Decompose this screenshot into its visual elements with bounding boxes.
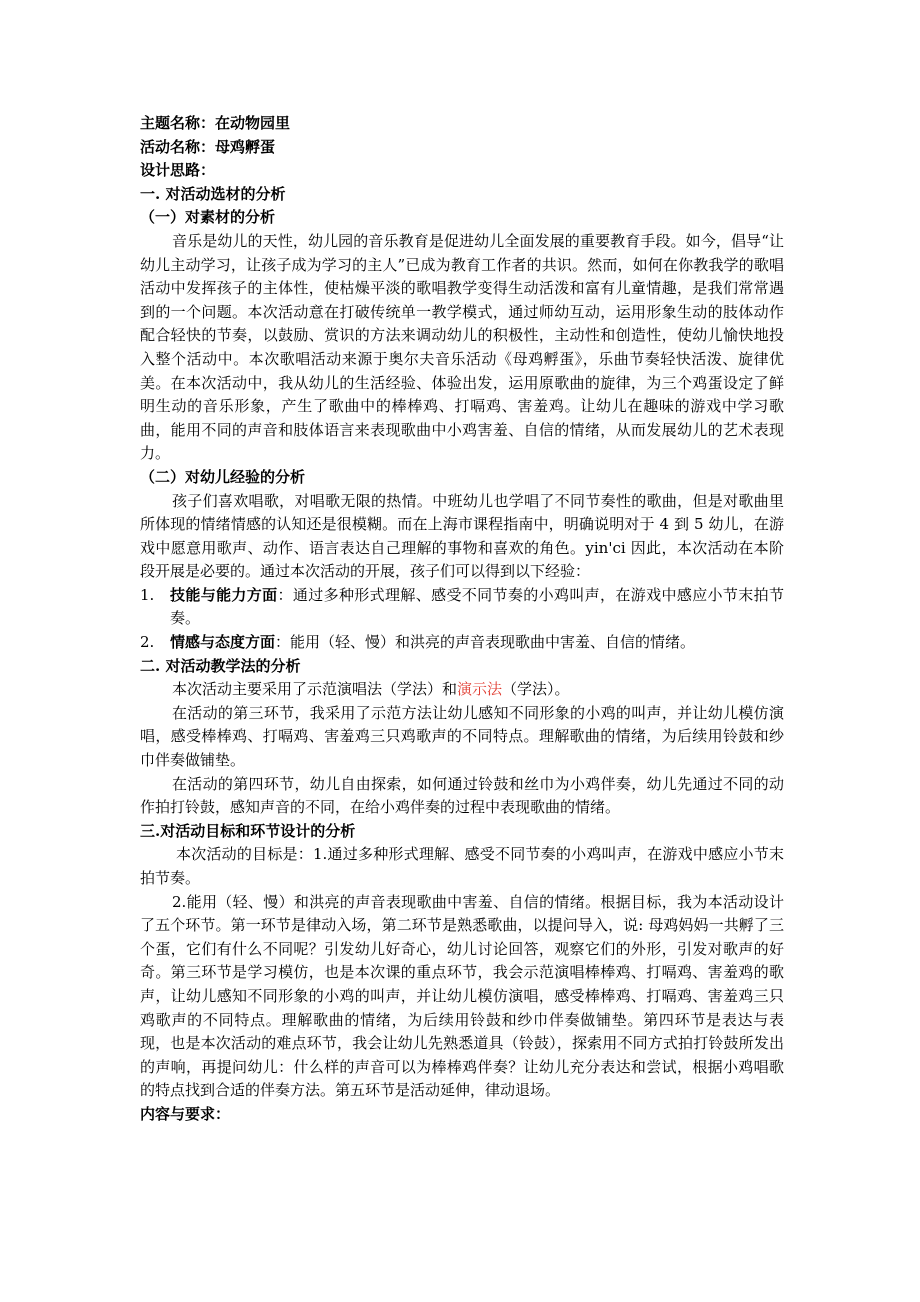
- section3-paragraph-1: 本次活动的目标是：1.通过多种形式理解、感受不同节奏的小鸡叫声，在游戏中感应小节末拍节奏。: [140, 845, 784, 887]
- list-label: 技能与能力方面: [170, 585, 278, 604]
- list-text: ：能用（轻、慢）和洪亮的声音表现歌曲中害羞、自信的情绪。: [275, 633, 696, 652]
- section3-title: 三.对活动目标和环节设计的分析: [140, 821, 356, 840]
- section2-title: 二. 对活动教学法的分析: [140, 656, 301, 675]
- section2-paragraph-2: 在活动的第三环节，我采用了示范方法让幼儿感知不同形象的小鸡的叫声，并让幼儿模仿演唱，感受棒棒鸡、打嗝鸡、害羞鸡三只鸡歌声的不同特点。理解歌曲的情绪，为后续用铃鼓和纱巾伴奏做铺垫。: [140, 703, 784, 770]
- section1-sub2-title: （二）对幼儿经验的分析: [140, 467, 306, 486]
- section3-paragraph-2: 2.能用（轻、慢）和洪亮的声音表现歌曲中害羞、自信的情绪。根据目标，我为本活动设计了五个环节。第一环节是律动入场，第二环节是熟悉歌曲，以提问导入，说: 母鸡妈妈一共孵了三个蛋，它们有什么不同呢？引发幼儿好奇心，幼儿讨论回答，观察它们的外形，引发对歌声的好奇。第三环节是学习模仿，也是本次课的重点环节，我会示范演唱棒棒鸡、打嗝鸡、害羞鸡的歌声，让幼儿感知不同形象的小鸡的叫声，并让幼儿模仿演唱，感受棒棒鸡、打嗝鸡、害羞鸡三只鸡歌声的不同特点。理解歌曲的情绪，为后续用铃鼓和纱巾伴奏做铺垫。第四环节是表达与表现，也是本次活动的难点环节，我会让幼儿先熟悉道具（铃鼓），探索用不同方式拍打铃鼓所发出的声响，再提问幼儿：什么样的声音可以为棒棒鸡伴奏？让幼儿充分表达和尝试，根据小鸡唱歌的特点找到合适的伴奏方法。第五环节是活动延伸，律动退场。: [140, 892, 784, 1100]
- list-number: 2.: [140, 633, 155, 652]
- list-number: 1.: [140, 585, 155, 604]
- document-body: [140, 112, 784, 1127]
- list-label: 情感与态度方面: [170, 633, 276, 652]
- section2-paragraph-1: [140, 678, 784, 702]
- method-text-end: （学法）。: [502, 680, 570, 699]
- design-heading: 设计思路：: [140, 161, 216, 180]
- theme-name: 主题名称：在动物园里: [140, 114, 291, 132]
- section1-title: 一. 对活动选材的分析: [140, 184, 286, 203]
- method-text: 本次活动主要采用了示范演唱法（学法）和: [172, 680, 458, 699]
- list-text: ：通过多种形式理解、感受不同节奏的小鸡叫声，在游戏中感应小节末拍节奏。: [170, 585, 784, 628]
- section1-sub2-text: 孩子们喜欢唱歌，对唱歌无限的热情。中班幼儿也学唱了不同节奏性的歌曲，但是对歌曲里所体现的情绪情感的认知还是很模糊。而在上海市课程指南中，明确说明对于 4 到 5 幼儿，在游戏中愿意用歌声、动作、语言表达自己理解的事物和喜欢的角色。yin'ci 因此，本次活动在本阶段开展是必要的。通过本次活动的开展，孩子们可以得到以下经验：: [140, 491, 784, 581]
- section2-paragraph-3: 在活动的第四环节，幼儿自由探索，如何通过铃鼓和丝巾为小鸡伴奏，幼儿先通过不同的动作拍打铃鼓，感知声音的不同，在给小鸡伴奏的过程中表现歌曲的情绪。: [140, 774, 784, 817]
- demonstration-method-highlight: 演示法: [457, 680, 503, 699]
- content-requirements-heading: 内容与要求：: [140, 1104, 231, 1123]
- list-item: [140, 631, 784, 655]
- activity-name: 活动名称：母鸡孵蛋: [140, 137, 276, 156]
- section1-sub1-title: （一）对素材的分析: [140, 208, 276, 227]
- list-item: [140, 584, 784, 631]
- section1-sub1-text: 音乐是幼儿的天性，幼儿园的音乐教育是促进幼儿全面发展的重要教育手段。如今，倡导“让幼儿主动学习，让孩子成为学习的主人”已成为教育工作者的共识。然而，如何在你教我学的歌唱活动中发挥孩子的主体性，使枯燥平淡的歌唱教学变得生动活泼和富有儿童情趣，是我们常常遇到的一个问题。本次活动意在打破传统单一教学模式，通过师幼互动，运用形象生动的肢体动作配合轻快的节奏，以鼓励、赏识的方法来调动幼儿的积极性，主动性和创造性，使幼儿愉快地投入整个活动中。本次歌唱活动来源于奥尔夫音乐活动《母鸡孵蛋》，乐曲节奏轻快活泼、旋律优美。在本次活动中，我从幼儿的生活经验、体验出发，运用原歌曲的旋律，为三个鸡蛋设定了鲜明生动的音乐形象，产生了歌曲中的棒棒鸡、打嗝鸡、害羞鸡。让幼儿在趣味的游戏中学习歌曲，能用不同的声音和肢体语言来表现歌曲中小鸡害羞、自信的情绪，从而发展幼儿的艺术表现力。: [140, 231, 784, 463]
